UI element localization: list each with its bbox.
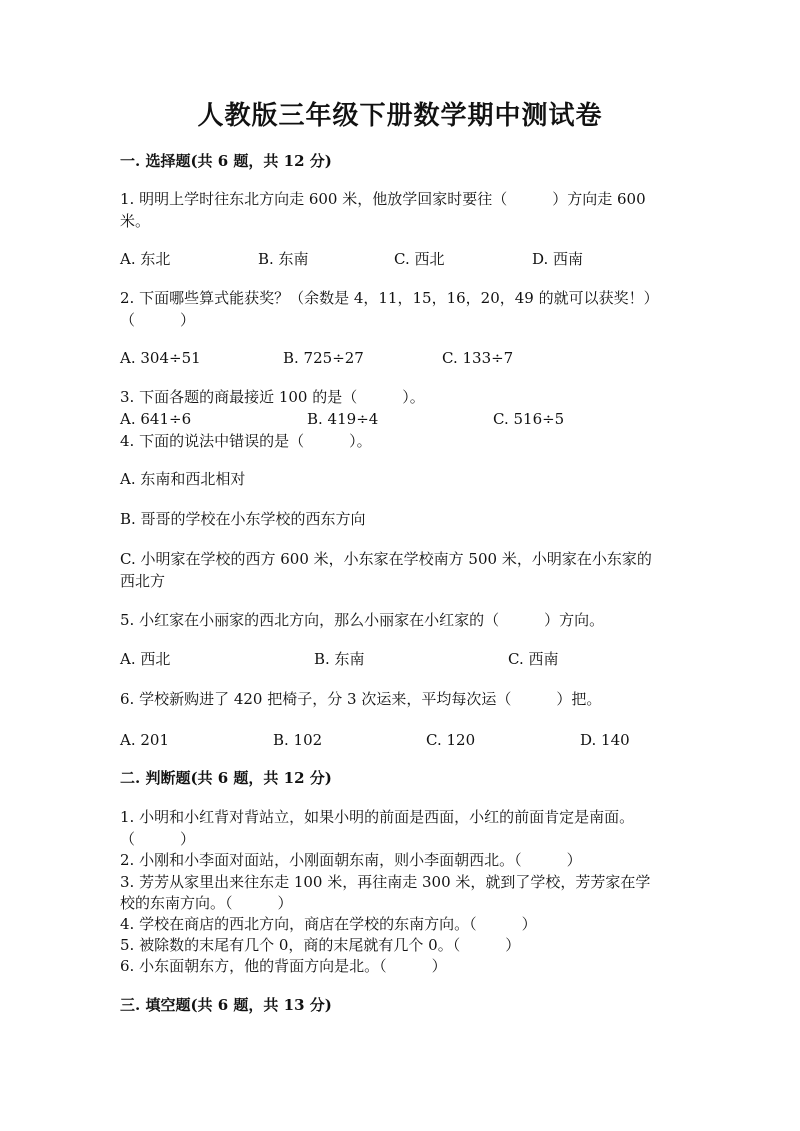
judgement-line: （ ）	[120, 830, 196, 848]
question-1-line-2: 米。	[120, 212, 151, 230]
judgement-line: 5. 被除数的末尾有几个 0，商的末尾就有几个 0。（ ）	[120, 936, 521, 954]
judgement-line: 6. 小东面朝东方，他的背面方向是北。（ ）	[120, 957, 447, 975]
question-4-option-b: B. 哥哥的学校在小东学校的西东方向	[120, 510, 366, 528]
question-1-line-1: 1. 明明上学时往东北方向走 600 米，他放学回家时要往（ ）方向走 600	[120, 190, 646, 208]
question-2-line-1: 2. 下面哪些算式能获奖？（余数是 4，11，15，16，20，49 的就可以获奖！）	[120, 289, 659, 307]
question-5-line-1: 5. 小红家在小丽家的西北方向，那么小丽家在小红家的（ ）方向。	[120, 611, 605, 629]
judgement-line: 4. 学校在商店的西北方向，商店在学校的东南方向。（ ）	[120, 915, 537, 933]
question-4-option-c-line-2: 西北方	[120, 572, 166, 590]
question-5-option-a: A. 西北	[120, 650, 171, 668]
question-4-option-c-line-1: C. 小明家在学校的西方 600 米，小东家在学校南方 500 米，小明家在小东家的	[120, 550, 652, 568]
judgement-line: 2. 小刚和小李面对面站，小刚面朝东南，则小李面朝西北。（ ）	[120, 851, 582, 869]
question-4-option-a: A. 东南和西北相对	[120, 470, 246, 488]
question-1-option-b: B. 东南	[258, 250, 309, 268]
question-3-option-b: B. 419÷4	[307, 410, 379, 428]
section-heading-fill-blank: 三. 填空题(共 6 题，共 13 分)	[120, 996, 332, 1014]
question-2-option-b: B. 725÷27	[283, 349, 364, 367]
question-1-option-d: D. 西南	[532, 250, 584, 268]
question-2-option-a: A. 304÷51	[120, 349, 201, 367]
question-5-option-b: B. 东南	[314, 650, 365, 668]
section-heading-choice: 一. 选择题(共 6 题，共 12 分)	[120, 152, 332, 170]
question-6-option-b: B. 102	[273, 731, 323, 749]
question-6-option-a: A. 201	[120, 731, 169, 749]
question-3-option-c: C. 516÷5	[493, 410, 565, 428]
page-title: 人教版三年级下册数学期中测试卷	[197, 101, 603, 131]
section-heading-judgement: 二. 判断题(共 6 题，共 12 分)	[120, 769, 332, 787]
question-2-option-c: C. 133÷7	[442, 349, 514, 367]
question-1-option-a: A. 东北	[120, 250, 171, 268]
judgement-line: 1. 小明和小红背对背站立，如果小明的前面是西面，小红的前面肯定是南面。	[120, 808, 635, 826]
question-1-option-c: C. 西北	[394, 250, 445, 268]
question-5-option-c: C. 西南	[508, 650, 559, 668]
question-6-option-d: D. 140	[580, 731, 630, 749]
question-3-line-1: 3. 下面各题的商最接近 100 的是（ ）。	[120, 388, 425, 406]
question-6-line-1: 6. 学校新购进了 420 把椅子，分 3 次运来，平均每次运（ ）把。	[120, 690, 602, 708]
question-6-option-c: C. 120	[426, 731, 476, 749]
question-3-option-a: A. 641÷6	[120, 410, 192, 428]
judgement-line: 校的东南方向。（ ）	[120, 894, 293, 912]
judgement-line: 3. 芳芳从家里出来往东走 100 米，再往南走 300 米，就到了学校，芳芳家在学	[120, 873, 651, 891]
question-4-line-1: 4. 下面的说法中错误的是（ ）。	[120, 432, 372, 450]
question-2-line-2: （ ）	[120, 311, 196, 329]
